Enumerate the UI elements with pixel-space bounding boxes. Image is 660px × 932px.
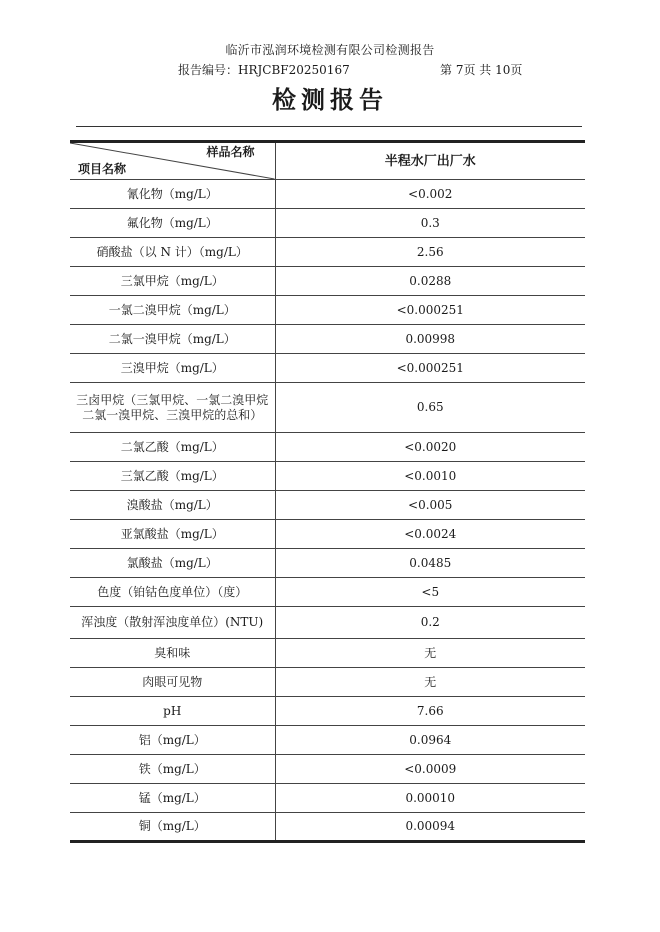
item-cell: 色度（铂钴色度单位）（度） <box>70 578 275 607</box>
table-row <box>70 726 585 755</box>
item-cell: pH <box>70 697 275 726</box>
value-cell: <0.0010 <box>275 462 585 491</box>
table-row <box>70 784 585 813</box>
value-cell: 0.2 <box>275 607 585 639</box>
item-cell: 氰化物（mg/L） <box>70 180 275 209</box>
table-row <box>70 383 585 433</box>
table-row <box>70 180 585 209</box>
value-cell: 7.66 <box>275 697 585 726</box>
item-cell: 一氯二溴甲烷（mg/L） <box>70 296 275 325</box>
item-cell: 氯酸盐（mg/L） <box>70 549 275 578</box>
item-cell: 铁（mg/L） <box>70 755 275 784</box>
page-number: 第 7页 共 10页 <box>440 63 523 77</box>
table-row <box>70 267 585 296</box>
value-cell: 0.3 <box>275 209 585 238</box>
value-cell: 0.00998 <box>275 325 585 354</box>
table-row <box>70 607 585 639</box>
table-row <box>70 354 585 383</box>
company-header: 临沂市泓润环境检测有限公司检测报告 <box>225 43 435 57</box>
table-row <box>70 755 585 784</box>
table-row <box>70 549 585 578</box>
item-cell: 二氯一溴甲烷（mg/L） <box>70 325 275 354</box>
item-cell: 三溴甲烷（mg/L） <box>70 354 275 383</box>
table-row <box>70 813 585 842</box>
table-row <box>70 209 585 238</box>
sample-name-cell: 半程水厂出厂水 <box>275 142 585 180</box>
item-cell: 氟化物（mg/L） <box>70 209 275 238</box>
value-cell: <0.0024 <box>275 520 585 549</box>
table-row <box>70 296 585 325</box>
value-cell: 0.00094 <box>275 813 585 842</box>
table-row <box>70 491 585 520</box>
results-table <box>70 140 585 843</box>
value-cell: <5 <box>275 578 585 607</box>
value-cell: 0.65 <box>275 383 585 433</box>
value-cell: 0.0964 <box>275 726 585 755</box>
value-cell: 0.0485 <box>275 549 585 578</box>
item-cell: 二氯乙酸（mg/L） <box>70 433 275 462</box>
item-name-header: 项目名称 <box>78 162 127 176</box>
table-row <box>70 238 585 267</box>
item-cell: 臭和味 <box>70 639 275 668</box>
item-cell: 三卤甲烷（三氯甲烷、一氯二溴甲烷二氯一溴甲烷、三溴甲烷的总和） <box>70 383 275 433</box>
item-cell: 三氯乙酸（mg/L） <box>70 462 275 491</box>
table-row <box>70 578 585 607</box>
table-header-row <box>70 142 585 180</box>
item-cell: 溴酸盐（mg/L） <box>70 491 275 520</box>
item-cell: 亚氯酸盐（mg/L） <box>70 520 275 549</box>
document-title: 检测报告 <box>272 86 388 114</box>
item-cell: 锰（mg/L） <box>70 784 275 813</box>
item-cell: 三氯甲烷（mg/L） <box>70 267 275 296</box>
item-cell: 铝（mg/L） <box>70 726 275 755</box>
value-cell: <0.0009 <box>275 755 585 784</box>
item-cell: 铜（mg/L） <box>70 813 275 842</box>
value-cell: 0.0288 <box>275 267 585 296</box>
value-cell: 无 <box>275 668 585 697</box>
value-cell: <0.000251 <box>275 354 585 383</box>
value-cell: <0.002 <box>275 180 585 209</box>
table-row <box>70 668 585 697</box>
table-row <box>70 462 585 491</box>
table-row <box>70 520 585 549</box>
value-cell: 0.00010 <box>275 784 585 813</box>
table-row <box>70 639 585 668</box>
item-cell: 肉眼可见物 <box>70 668 275 697</box>
report-number: 报告编号：HRJCBF20250167 <box>178 63 350 77</box>
value-cell: <0.0020 <box>275 433 585 462</box>
value-cell: <0.000251 <box>275 296 585 325</box>
value-cell: 无 <box>275 639 585 668</box>
diagonal-header-cell <box>70 142 275 180</box>
table-row <box>70 697 585 726</box>
value-cell: <0.005 <box>275 491 585 520</box>
item-cell: 浑浊度（散射浑浊度单位）(NTU) <box>70 607 275 639</box>
item-cell: 硝酸盐（以 N 计）（mg/L） <box>70 238 275 267</box>
value-cell: 2.56 <box>275 238 585 267</box>
table-row <box>70 325 585 354</box>
title-divider <box>76 126 582 127</box>
sample-name-header: 样品名称 <box>206 145 255 159</box>
table-row <box>70 433 585 462</box>
